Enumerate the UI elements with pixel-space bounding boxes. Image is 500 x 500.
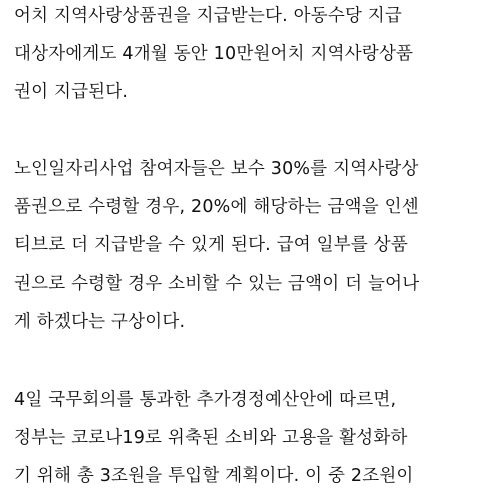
text-line: 기 위해 총 3조원을 투입할 계획이다. 이 중 2조원이 (14, 466, 414, 486)
text-line: 권이 지급된다. (14, 82, 129, 102)
text-line: 노인일자리사업 참여자들은 보수 30%를 지역사랑상 (14, 159, 419, 179)
text-line: 게 하겠다는 구상이다. (14, 312, 186, 332)
text-line: 권으로 수령할 경우 소비할 수 있는 금액이 더 늘어나 (14, 274, 420, 294)
text-line: 정부는 코로나19로 위축된 소비와 고용을 활성화하 (14, 428, 408, 448)
text-line: 티브로 더 지급받을 수 있게 된다. 급여 일부를 상품 (14, 235, 408, 255)
text-line: 4일 국무회의를 통과한 추가경정예산안에 따르면, (14, 390, 397, 410)
text-line: 어치 지역사랑상품권을 지급받는다. 아동수당 지급 (14, 6, 403, 26)
text-line: 품권으로 수령할 경우, 20%에 해당하는 금액을 인센 (14, 197, 419, 217)
text-line: 대상자에게도 4개월 동안 10만원어치 지역사랑상품 (14, 44, 414, 64)
